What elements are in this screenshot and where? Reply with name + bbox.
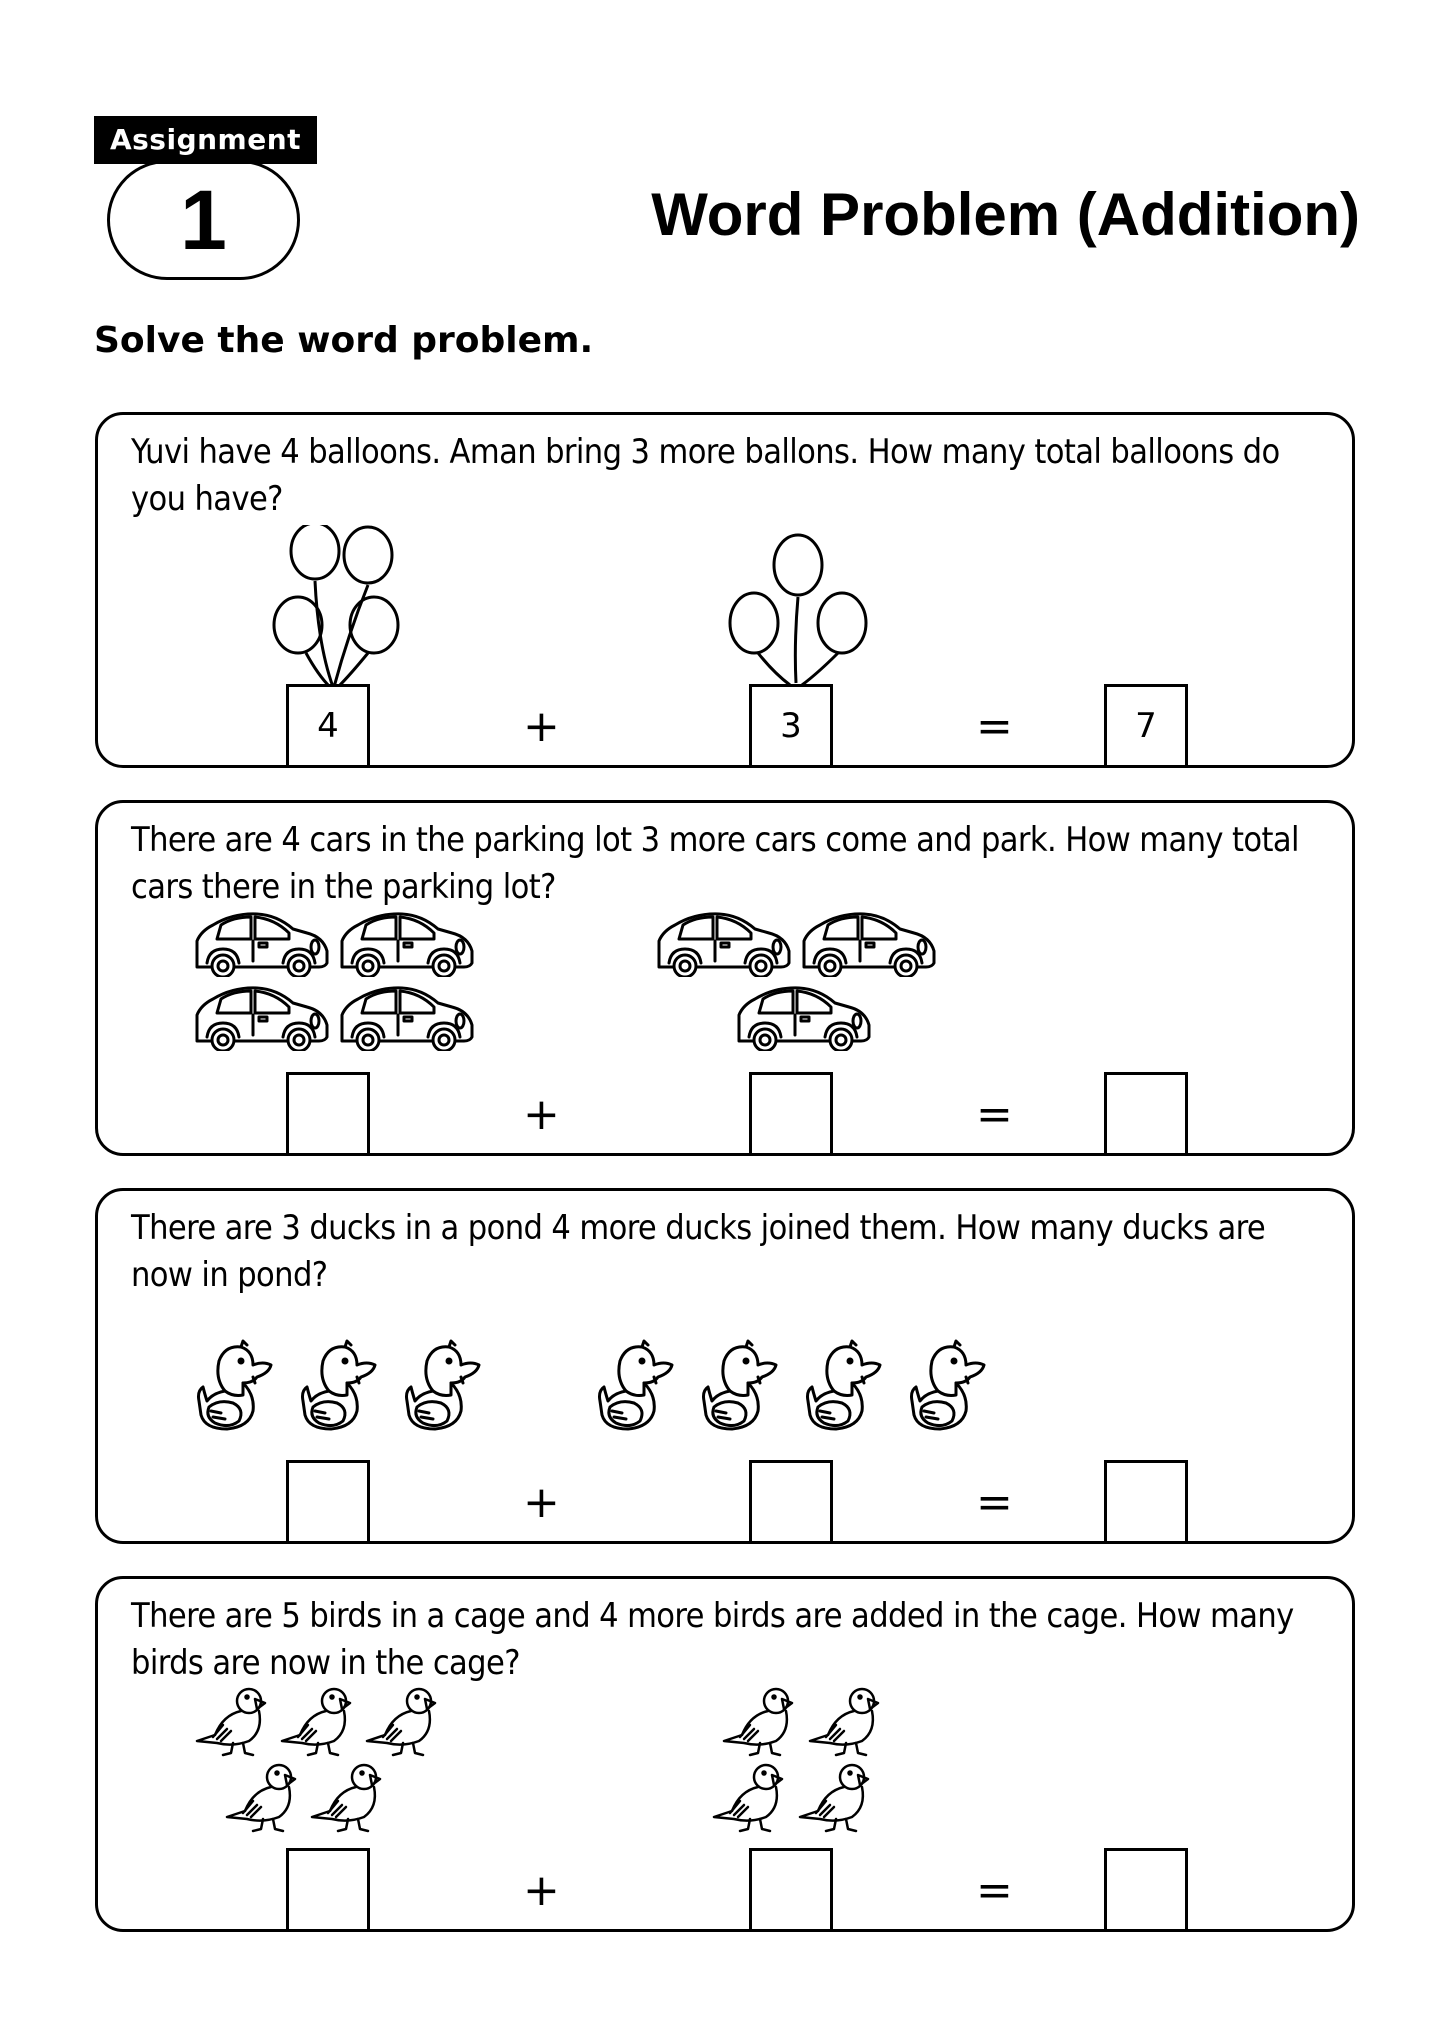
answer-box-first-addend[interactable] [286,1460,370,1544]
bird-icon [193,1685,273,1765]
answer-box-first-addend[interactable] [286,1848,370,1932]
bird-icon [363,1685,443,1765]
bird-icon [710,1761,790,1841]
duck-icon [802,1339,882,1434]
answer-box-sum[interactable] [1104,1460,1188,1544]
car-icon [338,911,478,977]
car-icon [800,911,940,977]
equals-sign: = [976,1865,1013,1916]
equals-sign: = [976,701,1013,752]
car-icon [193,911,333,977]
problem-card-4 [95,1576,1355,1932]
plus-sign: + [523,1865,560,1916]
answer-box-first-addend[interactable]: 4 [286,684,370,768]
duck-icon [906,1339,986,1434]
bird-icon [720,1685,800,1765]
answer-box-second-addend[interactable] [749,1072,833,1156]
page-title: Word Problem (Addition) [651,181,1360,248]
answer-box-second-addend[interactable] [749,1460,833,1544]
plus-sign: + [523,1477,560,1528]
plus-sign: + [523,1089,560,1140]
duck-icon [297,1339,377,1434]
equals-sign: = [976,1477,1013,1528]
question-text: There are 3 ducks in a pond 4 more ducks joined them. How many ducks are now in pond? [131,1208,1266,1295]
question-text: There are 5 birds in a cage and 4 more birds are added in the cage. How many birds are now in the cage? [131,1596,1294,1683]
bird-icon [308,1761,388,1841]
car-icon [193,985,333,1051]
problem-card-2 [95,800,1355,1156]
duck-icon [401,1339,481,1434]
answer-box-second-addend[interactable]: 3 [749,684,833,768]
answer-box-second-addend[interactable] [749,1848,833,1932]
bird-icon [223,1761,303,1841]
bird-icon [278,1685,358,1765]
question-text: There are 4 cars in the parking lot 3 more cars come and park. How many total cars there in the parking lot? [131,820,1299,907]
assignment-label: Assignment [94,116,317,164]
plus-sign: + [523,701,560,752]
duck-icon [594,1339,674,1434]
equals-sign: = [976,1089,1013,1140]
problem-card-1 [95,412,1355,768]
question-text: Yuvi have 4 balloons. Aman bring 3 more ballons. How many total balloons do you have? [131,432,1280,519]
problem-card-3 [95,1188,1355,1544]
bird-icon [796,1761,876,1841]
answer-box-sum[interactable]: 7 [1104,684,1188,768]
duck-icon [193,1339,273,1434]
instruction-text: Solve the word problem. [94,320,594,361]
car-icon [735,985,875,1051]
answer-box-sum[interactable] [1104,1848,1188,1932]
assignment-number-badge: 1 [107,160,300,280]
answer-box-sum[interactable] [1104,1072,1188,1156]
car-icon [655,911,795,977]
answer-box-first-addend[interactable] [286,1072,370,1156]
car-icon [338,985,478,1051]
bird-icon [806,1685,886,1765]
duck-icon [698,1339,778,1434]
